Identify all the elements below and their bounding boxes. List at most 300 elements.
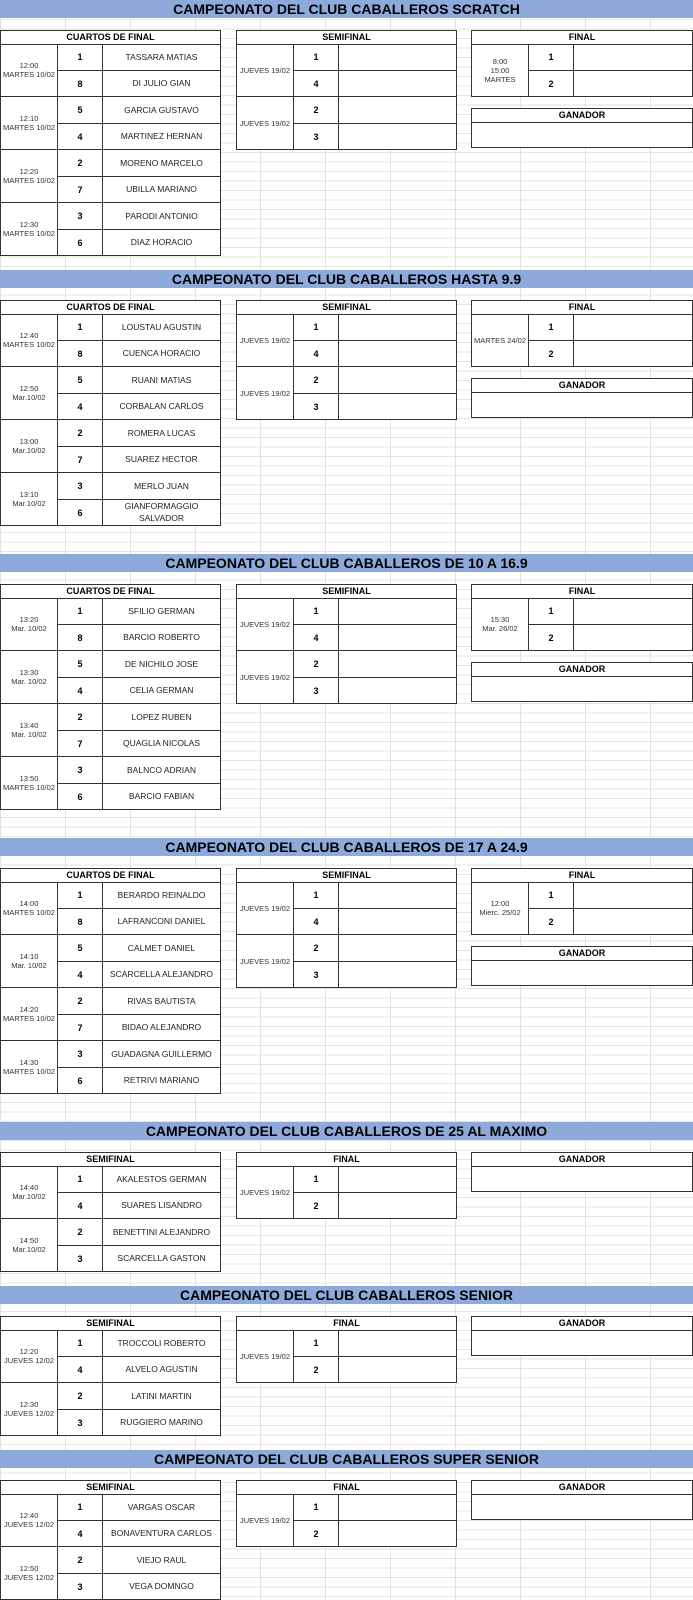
match-time: JUEVES 19/02 — [239, 1187, 291, 1197]
match-schedule — [1, 1330, 58, 1383]
player-seed: 4 — [294, 71, 339, 98]
match-schedule — [1, 420, 58, 473]
player-slot — [339, 1357, 456, 1384]
player-name: ALVELO AGUSTIN — [103, 1357, 220, 1384]
match-schedule — [1, 203, 58, 256]
player-seed: 2 — [58, 420, 103, 447]
player-seed: 2 — [529, 341, 574, 368]
match-day: MARTES 10/02 — [3, 783, 55, 792]
player-seed: 3 — [294, 678, 339, 705]
match-time: JUEVES 19/02 — [239, 672, 291, 682]
winner-header: GANADOR — [472, 1481, 692, 1495]
match-time: JUEVES 19/02 — [239, 65, 291, 75]
final-day: 15:00 — [490, 65, 510, 75]
match-time: JUEVES 19/02 — [239, 903, 291, 913]
player-slot — [339, 124, 456, 151]
second-round-header: FINAL — [237, 1317, 456, 1331]
match-day: Mar.10/02 — [12, 393, 46, 402]
player-name: RIVAS BAUTISTA — [103, 988, 220, 1015]
winner-box — [471, 1152, 693, 1192]
match-day: MARTES 10/02 — [3, 908, 55, 917]
player-slot — [339, 1494, 456, 1521]
second-round-bracket — [236, 868, 457, 988]
winner-box — [471, 1480, 693, 1520]
match-schedule — [1, 935, 58, 988]
player-seed: 5 — [58, 651, 103, 678]
player-seed: 2 — [294, 97, 339, 124]
match-day: Mar.10/02 — [12, 446, 46, 455]
winner-box — [471, 662, 693, 702]
first-round-header: SEMIFINAL — [1, 1317, 220, 1331]
player-slot — [339, 97, 456, 124]
player-name: MARTINEZ HERNAN — [103, 124, 220, 151]
player-seed: 6 — [58, 230, 103, 257]
player-seed: 3 — [58, 1574, 103, 1600]
player-name: SFILIO GERMAN — [103, 598, 220, 625]
match-day: Mar.10/02 — [12, 499, 46, 508]
match-time: JUEVES 19/02 — [239, 388, 291, 398]
player-seed: 2 — [294, 935, 339, 962]
match-day: Mar. 10/02 — [11, 730, 47, 739]
player-seed: 7 — [58, 731, 103, 758]
match-day: JUEVES 12/02 — [3, 1356, 55, 1365]
match-day: MARTES 10/02 — [3, 1067, 55, 1076]
match-time: JUEVES 19/02 — [239, 1515, 291, 1525]
match-day: Mar. 10/02 — [11, 677, 47, 686]
second-round-header: SEMIFINAL — [237, 585, 456, 599]
player-seed: 2 — [529, 909, 574, 936]
player-name: ROMERA LUCAS — [103, 420, 220, 447]
final-time: MARTES 24/02 — [474, 335, 526, 345]
match-schedule — [1, 150, 58, 203]
player-seed: 4 — [58, 1357, 103, 1384]
match-time: 14:40 — [19, 1183, 39, 1192]
second-round-header: FINAL — [237, 1153, 456, 1167]
player-name: SUARES LISANDRO — [103, 1193, 220, 1220]
match-time: 12:30 — [19, 1400, 39, 1409]
player-seed: 2 — [58, 1219, 103, 1246]
player-seed: 1 — [58, 314, 103, 341]
player-seed: 2 — [58, 1383, 103, 1410]
player-seed: 1 — [294, 598, 339, 625]
player-name: TASSARA MATIAS — [103, 44, 220, 71]
match-time: 12:20 — [19, 1347, 39, 1356]
player-name: BARCIO ROBERTO — [103, 625, 220, 652]
winner-slot — [472, 960, 692, 985]
final-day: Mar. 26/02 — [482, 624, 518, 633]
second-round-bracket — [236, 1152, 457, 1219]
match-schedule — [1, 988, 58, 1041]
player-seed: 7 — [58, 447, 103, 474]
player-seed: 2 — [58, 1547, 103, 1574]
player-name: RUANI MATIAS — [103, 367, 220, 394]
match-schedule — [1, 367, 58, 420]
player-seed: 1 — [58, 1166, 103, 1193]
section-title: CAMPEONATO DEL CLUB CABALLEROS HASTA 9.9 — [0, 270, 693, 288]
match-time: 12:20 — [19, 167, 39, 176]
winner-header: GANADOR — [472, 663, 692, 677]
player-name: DI JULIO GIAN — [103, 71, 220, 98]
player-slot — [339, 367, 456, 394]
second-round-header: SEMIFINAL — [237, 869, 456, 883]
final-extra: MARTES — [484, 74, 516, 84]
player-seed: 8 — [58, 909, 103, 936]
final-schedule — [472, 882, 529, 935]
match-day: MARTES 10/02 — [3, 1014, 55, 1023]
player-seed: 1 — [529, 314, 574, 341]
match-schedule — [1, 44, 58, 97]
player-seed: 6 — [58, 1068, 103, 1095]
second-round-bracket — [236, 1316, 457, 1383]
player-name: BARCIO FABIAN — [103, 784, 220, 811]
match-time: 13:40 — [19, 721, 39, 730]
match-time: 14:50 — [19, 1236, 39, 1245]
player-name: CALMET DANIEL — [103, 935, 220, 962]
player-seed: 2 — [58, 988, 103, 1015]
player-seed: 2 — [58, 704, 103, 731]
player-slot — [339, 1521, 456, 1548]
winner-slot — [472, 1494, 692, 1519]
player-seed: 3 — [294, 124, 339, 151]
section-title: CAMPEONATO DEL CLUB CABALLEROS DE 10 A 16.9 — [0, 554, 693, 572]
match-time: 12:40 — [19, 1511, 39, 1520]
final-time: 12:00 — [490, 899, 510, 908]
player-slot — [574, 314, 692, 341]
player-slot — [339, 1193, 456, 1220]
player-name: RETRIVI MARIANO — [103, 1068, 220, 1095]
player-seed: 3 — [58, 473, 103, 500]
player-seed: 4 — [294, 341, 339, 368]
player-seed: 5 — [58, 367, 103, 394]
match-time: 14:10 — [19, 952, 39, 961]
player-seed: 1 — [58, 44, 103, 71]
player-seed: 1 — [529, 44, 574, 71]
player-name: LATINI MARTIN — [103, 1383, 220, 1410]
first-round-header: SEMIFINAL — [1, 1481, 220, 1495]
match-schedule — [1, 1383, 58, 1436]
player-seed: 1 — [529, 598, 574, 625]
winner-slot — [472, 392, 692, 417]
match-time: JUEVES 19/02 — [239, 956, 291, 966]
player-slot — [339, 44, 456, 71]
section-title: CAMPEONATO DEL CLUB CABALLEROS SUPER SENIOR — [0, 1450, 693, 1468]
player-slot — [574, 44, 692, 71]
player-seed: 4 — [58, 962, 103, 989]
final-time: 15:30 — [490, 615, 510, 624]
final-header: FINAL — [472, 869, 692, 883]
player-name: SUAREZ HECTOR — [103, 447, 220, 474]
player-name: PARODI ANTONIO — [103, 203, 220, 230]
match-day: MARTES 10/02 — [3, 123, 55, 132]
player-slot — [339, 625, 456, 652]
player-seed: 2 — [294, 1357, 339, 1384]
player-seed: 4 — [58, 1521, 103, 1548]
player-name: LOUSTAU AGUSTIN — [103, 314, 220, 341]
match-day: MARTES 10/02 — [3, 176, 55, 185]
player-seed: 4 — [294, 625, 339, 652]
final-time: 8:00 — [492, 56, 508, 66]
player-slot — [574, 71, 692, 98]
match-schedule — [237, 882, 294, 935]
match-day: Mar. 10/02 — [11, 961, 47, 970]
match-schedule — [1, 757, 58, 810]
winner-slot — [472, 1330, 692, 1355]
final-bracket — [471, 300, 693, 367]
match-schedule — [237, 314, 294, 367]
player-name: GIANFORMAGGIO SALVADOR — [103, 500, 220, 527]
player-name: SCARCELLA GASTON — [103, 1246, 220, 1273]
player-name: BERARDO REINALDO — [103, 882, 220, 909]
player-seed: 2 — [294, 651, 339, 678]
first-round-header: CUARTOS DE FINAL — [1, 585, 220, 599]
match-time: JUEVES 19/02 — [239, 335, 291, 345]
player-seed: 4 — [294, 909, 339, 936]
first-round-bracket — [0, 1316, 221, 1436]
winner-header: GANADOR — [472, 947, 692, 961]
first-round-bracket — [0, 1480, 221, 1600]
match-time: 12:00 — [19, 61, 39, 70]
player-name: VEGA DOMNGO — [103, 1574, 220, 1600]
player-seed: 3 — [58, 1410, 103, 1437]
player-name: UBILLA MARIANO — [103, 177, 220, 204]
player-seed: 1 — [58, 598, 103, 625]
second-round-header: SEMIFINAL — [237, 31, 456, 45]
match-day: JUEVES 12/02 — [3, 1409, 55, 1418]
winner-box — [471, 108, 693, 148]
first-round-header: CUARTOS DE FINAL — [1, 869, 220, 883]
player-seed: 5 — [58, 97, 103, 124]
final-bracket — [471, 584, 693, 651]
match-day: MARTES 10/02 — [3, 340, 55, 349]
player-seed: 1 — [294, 1330, 339, 1357]
player-name: QUAGLIA NICOLAS — [103, 731, 220, 758]
player-slot — [339, 314, 456, 341]
player-slot — [574, 909, 692, 936]
player-seed: 6 — [58, 784, 103, 811]
player-name: CORBALAN CARLOS — [103, 394, 220, 421]
player-slot — [339, 394, 456, 421]
player-seed: 7 — [58, 1015, 103, 1042]
match-schedule — [237, 1494, 294, 1547]
winner-slot — [472, 676, 692, 701]
match-time: 12:40 — [19, 331, 39, 340]
match-schedule — [1, 598, 58, 651]
match-time: 14:30 — [19, 1058, 39, 1067]
match-schedule — [1, 1166, 58, 1219]
winner-header: GANADOR — [472, 1317, 692, 1331]
match-day: MARTES 10/02 — [3, 229, 55, 238]
final-header: FINAL — [472, 301, 692, 315]
player-name: GARCIA GUSTAVO — [103, 97, 220, 124]
final-schedule — [472, 44, 529, 97]
player-name: BENETTINI ALEJANDRO — [103, 1219, 220, 1246]
player-slot — [339, 909, 456, 936]
first-round-bracket — [0, 30, 221, 256]
player-name: LAFRANCONI DANIEL — [103, 909, 220, 936]
section-title: CAMPEONATO DEL CLUB CABALLEROS DE 25 AL MAXIMO — [0, 1122, 693, 1140]
winner-box — [471, 946, 693, 986]
player-seed: 2 — [294, 1521, 339, 1548]
player-slot — [339, 651, 456, 678]
match-day: MARTES 10/02 — [3, 70, 55, 79]
player-seed: 1 — [58, 1330, 103, 1357]
player-seed: 8 — [58, 625, 103, 652]
match-day: JUEVES 12/02 — [3, 1520, 55, 1529]
section-title: CAMPEONATO DEL CLUB CABALLEROS SENIOR — [0, 1286, 693, 1304]
match-schedule — [237, 367, 294, 420]
player-slot — [574, 882, 692, 909]
match-time: 13:00 — [19, 437, 39, 446]
player-slot — [339, 882, 456, 909]
player-seed: 3 — [58, 1246, 103, 1273]
player-slot — [339, 598, 456, 625]
player-seed: 1 — [58, 1494, 103, 1521]
match-time: 12:50 — [19, 1564, 39, 1573]
player-seed: 4 — [58, 678, 103, 705]
match-schedule — [1, 473, 58, 526]
player-name: TROCCOLI ROBERTO — [103, 1330, 220, 1357]
second-round-bracket — [236, 300, 457, 420]
player-seed: 2 — [294, 1193, 339, 1220]
match-time: 12:10 — [19, 114, 39, 123]
player-seed: 4 — [58, 1193, 103, 1220]
player-seed: 2 — [529, 71, 574, 98]
player-seed: 3 — [58, 203, 103, 230]
player-slot — [339, 1166, 456, 1193]
match-schedule — [1, 314, 58, 367]
player-name: CUENCA HORACIO — [103, 341, 220, 368]
final-header: FINAL — [472, 585, 692, 599]
match-day: Mar. 10/02 — [11, 624, 47, 633]
winner-box — [471, 1316, 693, 1356]
match-schedule — [237, 1166, 294, 1219]
match-time: 14:00 — [19, 899, 39, 908]
second-round-bracket — [236, 584, 457, 704]
player-seed: 5 — [58, 935, 103, 962]
player-slot — [339, 678, 456, 705]
match-time: 13:20 — [19, 615, 39, 624]
match-time: 13:50 — [19, 774, 39, 783]
final-day: Mierc. 25/02 — [479, 908, 521, 917]
match-schedule — [237, 598, 294, 651]
match-schedule — [1, 1547, 58, 1600]
player-seed: 6 — [58, 500, 103, 527]
final-bracket — [471, 868, 693, 935]
player-seed: 3 — [294, 962, 339, 989]
match-schedule — [1, 1041, 58, 1094]
player-slot — [339, 71, 456, 98]
player-seed: 3 — [58, 757, 103, 784]
player-seed: 7 — [58, 177, 103, 204]
player-name: DIAZ HORACIO — [103, 230, 220, 257]
winner-header: GANADOR — [472, 1153, 692, 1167]
match-schedule — [1, 1494, 58, 1547]
match-schedule — [1, 97, 58, 150]
player-name: VARGAS OSCAR — [103, 1494, 220, 1521]
player-name: LOPEZ RUBEN — [103, 704, 220, 731]
match-time: JUEVES 19/02 — [239, 118, 291, 128]
second-round-header: FINAL — [237, 1481, 456, 1495]
player-seed: 1 — [294, 1166, 339, 1193]
player-seed: 3 — [58, 1041, 103, 1068]
winner-box — [471, 378, 693, 418]
match-time: 14:20 — [19, 1005, 39, 1014]
player-seed: 1 — [58, 882, 103, 909]
match-schedule — [1, 1219, 58, 1272]
winner-slot — [472, 122, 692, 147]
final-header: FINAL — [472, 31, 692, 45]
match-schedule — [237, 1330, 294, 1383]
match-time: 12:50 — [19, 384, 39, 393]
first-round-header: CUARTOS DE FINAL — [1, 31, 220, 45]
first-round-bracket — [0, 868, 221, 1094]
final-schedule — [472, 598, 529, 651]
second-round-bracket — [236, 1480, 457, 1547]
player-seed: 2 — [294, 367, 339, 394]
match-time: 13:30 — [19, 668, 39, 677]
player-slot — [339, 935, 456, 962]
match-time: 13:10 — [19, 490, 39, 499]
match-schedule — [1, 704, 58, 757]
match-schedule — [1, 882, 58, 935]
player-name: DE NICHILO JOSE — [103, 651, 220, 678]
match-schedule — [237, 44, 294, 97]
player-name: RUGGIERO MARINO — [103, 1410, 220, 1437]
match-time: JUEVES 19/02 — [239, 619, 291, 629]
second-round-header: SEMIFINAL — [237, 301, 456, 315]
player-name: CELIA GERMAN — [103, 678, 220, 705]
player-name: VIEJO RAUL — [103, 1547, 220, 1574]
first-round-header: CUARTOS DE FINAL — [1, 301, 220, 315]
player-seed: 4 — [58, 394, 103, 421]
winner-slot — [472, 1166, 692, 1191]
player-slot — [574, 625, 692, 652]
section-title: CAMPEONATO DEL CLUB CABALLEROS SCRATCH — [0, 0, 693, 18]
winner-header: GANADOR — [472, 109, 692, 123]
match-time: JUEVES 19/02 — [239, 1351, 291, 1361]
player-name: BIDAO ALEJANDRO — [103, 1015, 220, 1042]
player-seed: 4 — [58, 124, 103, 151]
final-schedule — [472, 314, 529, 367]
second-round-bracket — [236, 30, 457, 150]
player-slot — [339, 1330, 456, 1357]
player-seed: 1 — [294, 882, 339, 909]
player-seed: 1 — [529, 882, 574, 909]
match-day: JUEVES 12/02 — [3, 1573, 55, 1582]
player-name: SCARCELLA ALEJANDRO — [103, 962, 220, 989]
final-bracket — [471, 30, 693, 97]
match-schedule — [237, 935, 294, 988]
match-schedule — [237, 97, 294, 150]
first-round-bracket — [0, 300, 221, 526]
first-round-header: SEMIFINAL — [1, 1153, 220, 1167]
player-name: MORENO MARCELO — [103, 150, 220, 177]
first-round-bracket — [0, 584, 221, 810]
player-name: GUADAGNA GUILLERMO — [103, 1041, 220, 1068]
player-slot — [574, 341, 692, 368]
player-name: MERLO JUAN — [103, 473, 220, 500]
section-title: CAMPEONATO DEL CLUB CABALLEROS DE 17 A 24.9 — [0, 838, 693, 856]
player-name: BONAVENTURA CARLOS — [103, 1521, 220, 1548]
player-seed: 8 — [58, 71, 103, 98]
player-seed: 1 — [294, 1494, 339, 1521]
first-round-bracket — [0, 1152, 221, 1272]
player-seed: 1 — [294, 314, 339, 341]
player-seed: 8 — [58, 341, 103, 368]
player-seed: 2 — [58, 150, 103, 177]
player-name: AKALESTOS GERMAN — [103, 1166, 220, 1193]
player-slot — [339, 962, 456, 989]
